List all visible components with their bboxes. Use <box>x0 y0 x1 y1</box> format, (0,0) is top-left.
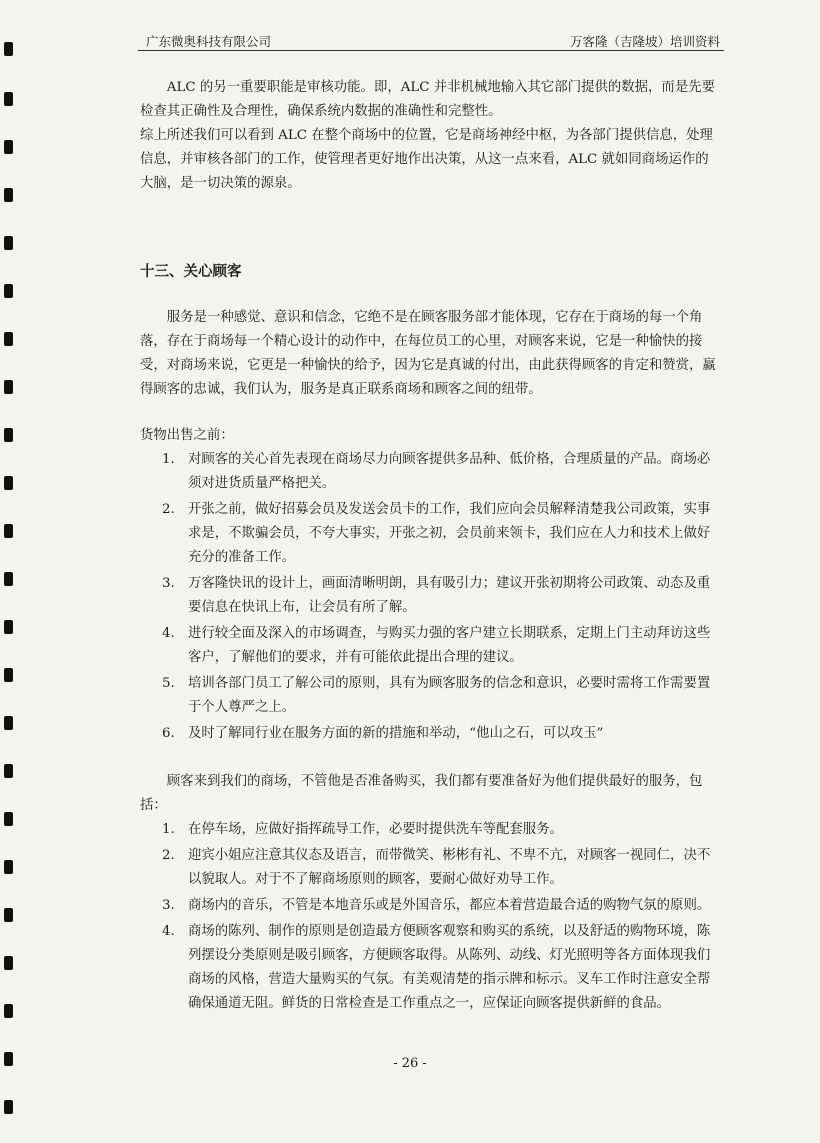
list-item-number: 2. <box>162 848 175 863</box>
binding-hole <box>4 1004 13 1018</box>
header-company: 广东微奥科技有限公司 <box>146 34 272 49</box>
list-item-text: 商场内的音乐，不管是本地音乐或是外国音乐，都应本着营造最合适的购物气氛的原则。 <box>188 898 711 913</box>
binding-hole <box>4 428 13 442</box>
binding-hole <box>4 42 13 56</box>
binding-hole <box>4 140 13 154</box>
binding-hole <box>4 188 13 202</box>
list-item-number: 5. <box>162 676 175 691</box>
list-item <box>140 894 720 918</box>
binding-hole <box>4 764 13 778</box>
list-item <box>140 498 720 570</box>
binding-hole <box>4 284 13 298</box>
binding-hole <box>4 860 13 874</box>
list-item <box>140 818 720 842</box>
list-item-number: 2. <box>162 502 175 517</box>
section-paragraph-1: 服务是一种感觉、意识和信念，它绝不是在顾客服务部才能体现，它存在于商场的每一个角落，存在于商场每一个精心设计的动作中，在每位员工的心里，对顾客来说，它是一种愉快的接受，对商场来说，它更是一种愉快的给予，因为它是真诚的付出，由此获得顾客的肯定和赞赏，赢得顾客的忠诚，我们认为，服务是真正联系商场和顾客之间的纽带。 <box>140 310 716 397</box>
list-item-text: 万客隆快讯的设计上，画面清晰明朗，具有吸引力；建议开张初期将公司政策、动态及重要信息在快讯上布，让会员有所了解。 <box>188 576 711 615</box>
section-title: 十三、关心顾客 <box>140 264 242 280</box>
list-item <box>140 572 720 620</box>
page-number: - 26 - <box>393 1056 427 1071</box>
binding-hole <box>4 92 13 106</box>
list-item-text: 培训各部门员工了解公司的原则，具有为顾客服务的信念和意识，必要时需将工作需要置于个人尊严之上。 <box>188 676 711 715</box>
header-doc-title: 万客隆（吉隆坡）培训资料 <box>569 34 720 49</box>
intro-paragraph-1: ALC 的另一重要职能是审核功能。即，ALC 并非机械地输入其它部门提供的数据，而是先要检查其正确性及合理性，确保系统内数据的准确性和完整性。 <box>140 80 715 119</box>
before-sale-list <box>140 448 720 746</box>
binding-hole <box>4 620 13 634</box>
list-item-text: 商场的陈列、制作的原则是创造最方便顾客观察和购买的系统，以及舒适的购物环境，陈列摆设分类原则是吸引顾客，方便顾客取得。从陈列、动线、灯光照明等各方面体现我们商场的风格，营造大量购买的气氛。有美观清楚的指示牌和标示。叉车工作时注意安全帮确保通道无阻。鲜货的日常检查是工作重点之一，应保证向顾客提供新鲜的食品。 <box>188 924 711 1011</box>
binding-hole <box>4 716 13 730</box>
list-item-text: 在停车场，应做好指挥疏导工作，必要时提供洗车等配套服务。 <box>188 822 563 837</box>
list-item <box>140 622 720 670</box>
list-item <box>140 920 720 1016</box>
binding-hole <box>4 1100 13 1114</box>
binding-hole <box>4 668 13 682</box>
list-item-text: 迎宾小姐应注意其仪态及语言，而带微笑、彬彬有礼、不卑不亢，对顾客一视同仁，决不以貌取人。对于不了解商场原则的顾客，要耐心做好劝导工作。 <box>188 848 711 887</box>
intro-paragraph-2: 综上所述我们可以看到 ALC 在整个商场中的位置，它是商场神经中枢，为各部门提供信息，处理信息，并审核各部门的工作，使管理者更好地作出决策，从这一点来看，ALC 就如同商场运作的大脑，是一切决策的源泉。 <box>140 128 713 191</box>
binding-hole <box>4 524 13 538</box>
list-item-text: 对顾客的关心首先表现在商场尽力向顾客提供多品种、低价格，合理质量的产品。商场必须对进货质量严格把关。 <box>188 452 711 491</box>
binding-hole <box>4 476 13 490</box>
page-content <box>140 76 720 1018</box>
list-item-number: 1. <box>162 822 175 837</box>
list-item-number: 3. <box>162 576 175 591</box>
list-item <box>140 672 720 720</box>
list-item <box>140 844 720 892</box>
binding-holes <box>0 0 22 1143</box>
list-item-number: 4. <box>162 626 175 641</box>
list-item-text: 进行较全面及深入的市场调查，与购买力强的客户建立长期联系，定期上门主动拜访这些客户，了解他们的要求，并有可能依此提出合理的建议。 <box>188 626 711 665</box>
binding-hole <box>4 956 13 970</box>
list-item-text: 及时了解同行业在服务方面的新的措施和举动，“他山之石，可以攻玉” <box>188 726 604 741</box>
list-item-number: 4. <box>162 924 175 939</box>
section-paragraph-2: 顾客来到我们的商场，不管他是否准备购买，我们都有要准备好为他们提供最好的服务，包括： <box>140 774 703 813</box>
binding-hole <box>4 380 13 394</box>
before-sale-label: 货物出售之前： <box>140 428 234 443</box>
binding-hole <box>4 332 13 346</box>
list-item-number: 6. <box>162 726 175 741</box>
list-item-text: 开张之前，做好招募会员及发送会员卡的工作，我们应向会员解释清楚我公司政策，实事求是，不欺骗会员，不夸大事实，开张之初，会员前来领卡，我们应在人力和技术上做好充分的准备工作。 <box>188 502 711 565</box>
service-list <box>140 818 720 1016</box>
binding-hole <box>4 812 13 826</box>
binding-hole <box>4 908 13 922</box>
binding-hole <box>4 236 13 250</box>
binding-hole <box>4 572 13 586</box>
list-item <box>140 448 720 496</box>
list-item-number: 3. <box>162 898 175 913</box>
page-header <box>138 30 724 51</box>
list-item <box>140 722 720 746</box>
list-item-number: 1. <box>162 452 175 467</box>
